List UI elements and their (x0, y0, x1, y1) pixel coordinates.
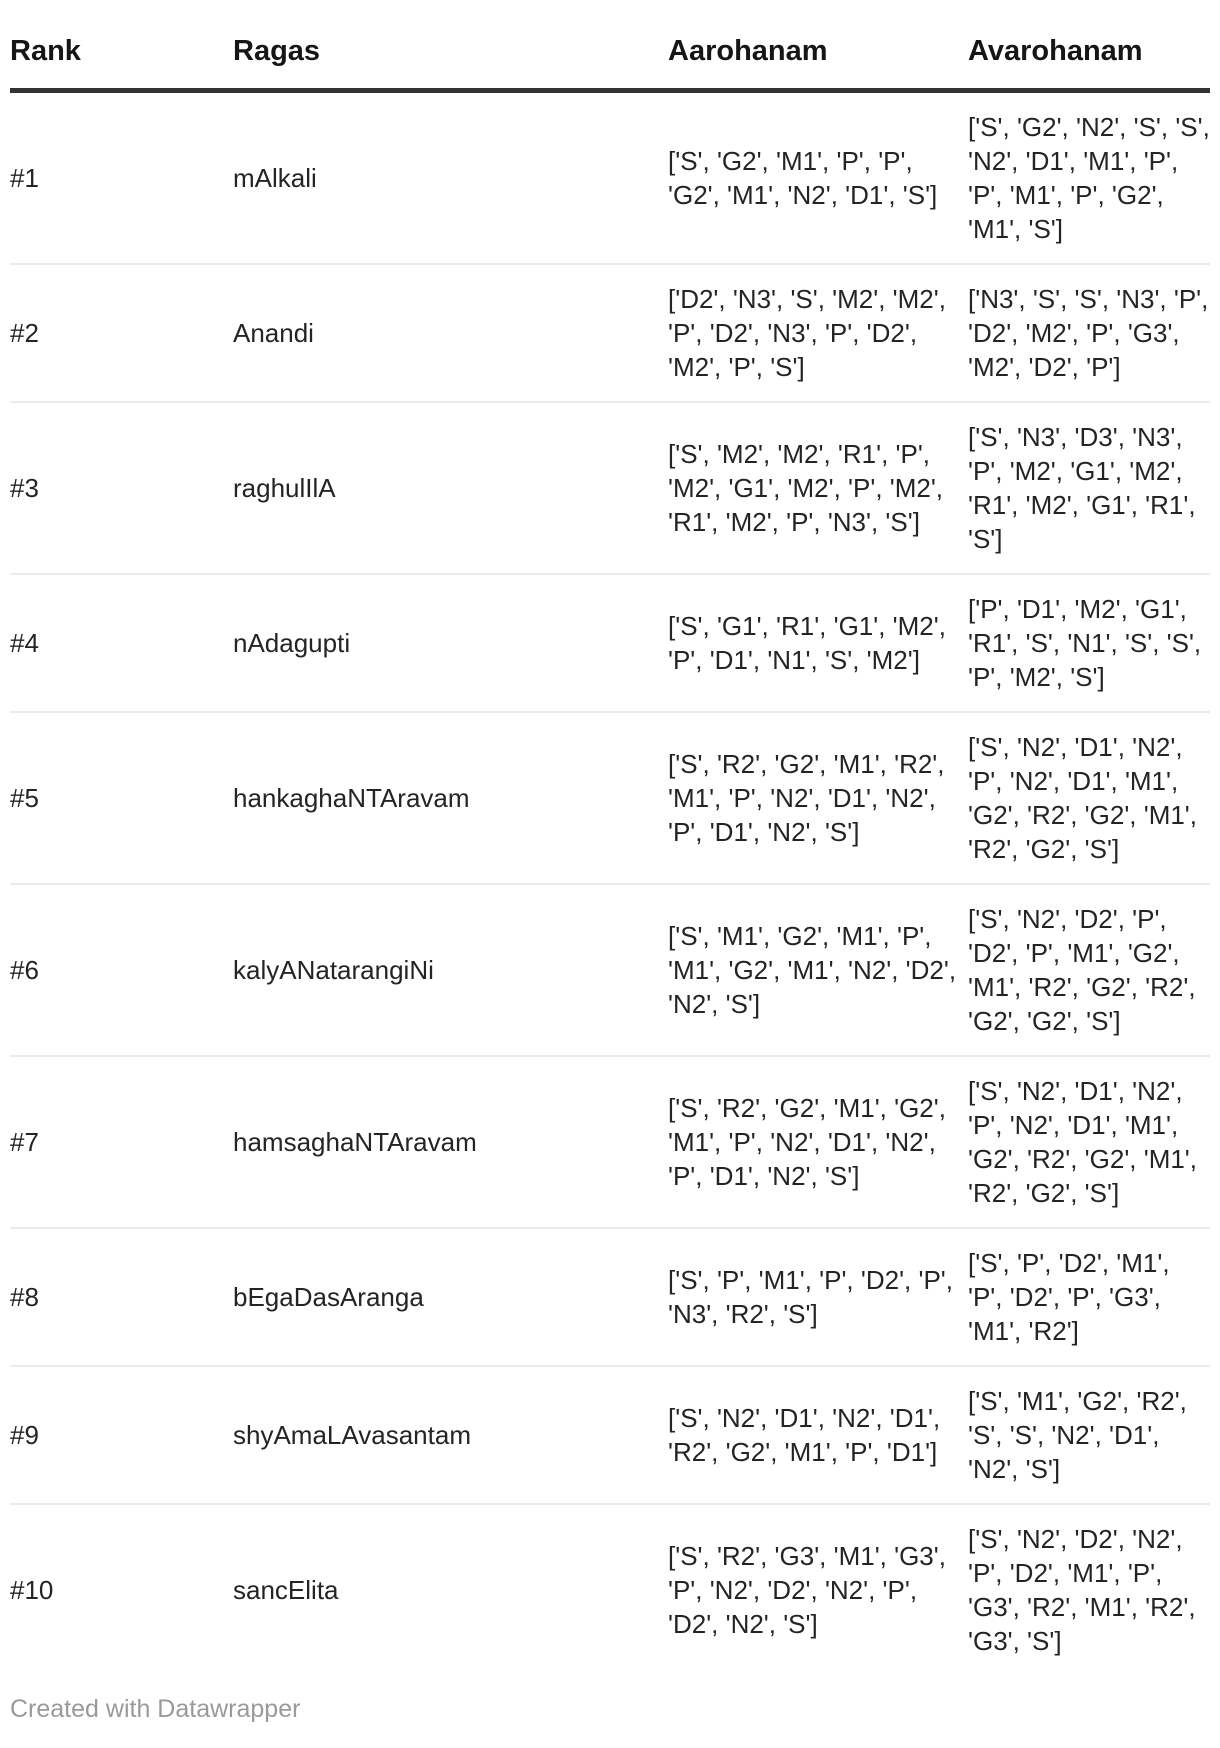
aarohanam-cell: ['S', 'G2', 'M1', 'P', 'P', 'G2', 'M1', 'N2', 'D1', 'S'] (668, 145, 938, 210)
rank-cell: #8 (10, 1228, 233, 1366)
rank-cell: #1 (10, 162, 39, 193)
col-header-rank: Rank (10, 0, 233, 90)
avarohanam-cell: ['N3', 'S', 'S', 'N3', 'P', 'D2', 'M2', 'P', 'G3', 'M2', 'D2', 'P'] (968, 264, 1210, 402)
raga-name-cell: shyAmaLAvasantam (233, 1366, 668, 1504)
aarohanam-cell: ['S', 'G1', 'R1', 'G1', 'M2', 'P', 'D1', 'N1', 'S', 'M2'] (668, 574, 968, 712)
aarohanam-cell: ['S', 'R2', 'G3', 'M1', 'G3', 'P', 'N2', 'D2', 'N2', 'P', 'D2', 'N2', 'S'] (668, 1504, 968, 1675)
table-row (10, 264, 1210, 402)
avarohanam-cell: ['S', 'G2', 'N2', 'S', 'S', 'N2', 'D1', 'M1', 'P', 'P', 'M1', 'P', 'G2', 'M1', 'S'] (968, 111, 1210, 244)
table-body (10, 90, 1210, 1675)
aarohanam-cell: ['S', 'M2', 'M2', 'R1', 'P', 'M2', 'G1', 'M2', 'P', 'M2', 'R1', 'M2', 'P', 'N3', 'S'] (668, 402, 968, 574)
rank-cell: #4 (10, 574, 233, 712)
raga-name-cell: hamsaghaNTAravam (233, 1056, 668, 1228)
rank-cell: #6 (10, 884, 233, 1056)
rank-cell: #5 (10, 712, 233, 884)
table-row (10, 1366, 1210, 1504)
table-row (10, 712, 1210, 884)
table-row (10, 1056, 1210, 1228)
avarohanam-cell: ['S', 'M1', 'G2', 'R2', 'S', 'S', 'N2', 'D1', 'N2', 'S'] (968, 1366, 1210, 1504)
aarohanam-cell: ['S', 'N2', 'D1', 'N2', 'D1', 'R2', 'G2', 'M1', 'P', 'D1'] (668, 1366, 968, 1504)
raga-name-cell: nAdagupti (233, 574, 668, 712)
col-header-avarohanam: Avarohanam (968, 0, 1210, 90)
col-header-aarohanam: Aarohanam (668, 0, 968, 90)
raga-name-cell: raghulIlA (233, 402, 668, 574)
aarohanam-cell: ['S', 'R2', 'G2', 'M1', 'G2', 'M1', 'P', 'N2', 'D1', 'N2', 'P', 'D1', 'N2', 'S'] (668, 1056, 968, 1228)
table-row (10, 1228, 1210, 1366)
datawrapper-credit-link[interactable]: Created with Datawrapper (10, 1695, 301, 1723)
aarohanam-cell: ['S', 'R2', 'G2', 'M1', 'R2', 'M1', 'P', 'N2', 'D1', 'N2', 'P', 'D1', 'N2', 'S'] (668, 712, 968, 884)
raga-name-cell: mAlkali (233, 162, 317, 193)
col-header-ragas: Ragas (233, 0, 668, 90)
avarohanam-cell: ['S', 'N2', 'D2', 'N2', 'P', 'D2', 'M1', 'P', 'G3', 'R2', 'M1', 'R2', 'G3', 'S'] (968, 1504, 1210, 1675)
aarohanam-cell: ['S', 'P', 'M1', 'P', 'D2', 'P', 'N3', 'R2', 'S'] (668, 1228, 968, 1366)
table-row (10, 574, 1210, 712)
table-row (10, 884, 1210, 1056)
table-row (10, 1504, 1210, 1675)
raga-name-cell: sancElita (233, 1504, 668, 1675)
raga-name-cell: hankaghaNTAravam (233, 712, 668, 884)
raga-name-cell: bEgaDasAranga (233, 1228, 668, 1366)
avarohanam-cell: ['S', 'N2', 'D1', 'N2', 'P', 'N2', 'D1', 'M1', 'G2', 'R2', 'G2', 'M1', 'R2', 'G2', 'S'] (968, 1056, 1210, 1228)
avarohanam-cell: ['S', 'N2', 'D2', 'P', 'D2', 'P', 'M1', 'G2', 'M1', 'R2', 'G2', 'R2', 'G2', 'G2', 'S'] (968, 884, 1210, 1056)
rank-cell: #3 (10, 402, 233, 574)
avarohanam-cell: ['P', 'D1', 'M2', 'G1', 'R1', 'S', 'N1', 'S', 'S', 'P', 'M2', 'S'] (968, 574, 1210, 712)
rank-cell: #7 (10, 1056, 233, 1228)
header-row (10, 0, 1210, 90)
aarohanam-cell: ['S', 'M1', 'G2', 'M1', 'P', 'M1', 'G2', 'M1', 'N2', 'D2', 'N2', 'S'] (668, 884, 968, 1056)
avarohanam-cell: ['S', 'N2', 'D1', 'N2', 'P', 'N2', 'D1', 'M1', 'G2', 'R2', 'G2', 'M1', 'R2', 'G2', 'S'] (968, 712, 1210, 884)
rank-cell: #9 (10, 1366, 233, 1504)
aarohanam-cell: ['D2', 'N3', 'S', 'M2', 'M2', 'P', 'D2', 'N3', 'P', 'D2', 'M2', 'P', 'S'] (668, 264, 968, 402)
table-row (10, 90, 1210, 264)
avarohanam-cell: ['S', 'P', 'D2', 'M1', 'P', 'D2', 'P', 'G3', 'M1', 'R2'] (968, 1228, 1210, 1366)
raga-name-cell: kalyANatarangiNi (233, 884, 668, 1056)
rank-cell: #2 (10, 264, 233, 402)
rank-cell: #10 (10, 1504, 233, 1675)
avarohanam-cell: ['S', 'N3', 'D3', 'N3', 'P', 'M2', 'G1', 'M2', 'R1', 'M2', 'G1', 'R1', 'S'] (968, 402, 1210, 574)
ragas-table (10, 0, 1210, 1675)
table-row (10, 402, 1210, 574)
raga-name-cell: Anandi (233, 264, 668, 402)
table-header (10, 0, 1210, 90)
